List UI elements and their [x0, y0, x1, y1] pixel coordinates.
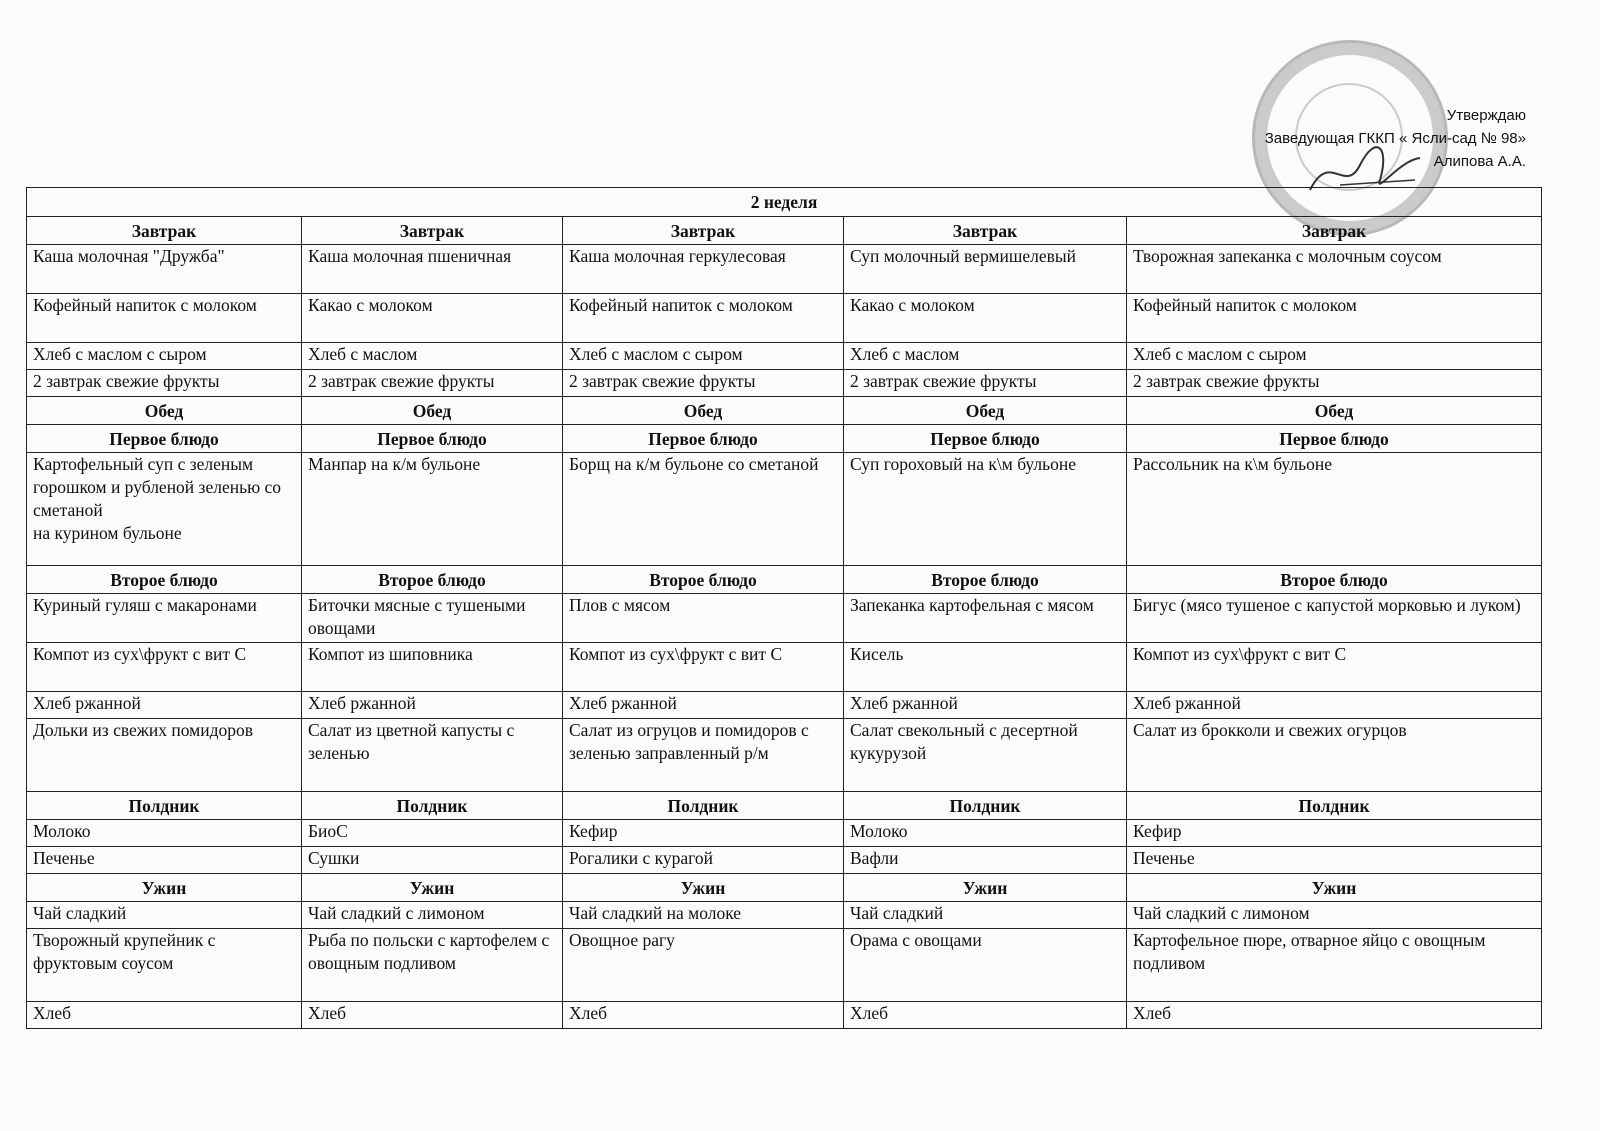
table-row	[27, 847, 1542, 874]
menu-cell: Салат из брокколи и свежих огурцов	[1127, 719, 1542, 792]
approval-title: Утверждаю	[1446, 107, 1526, 124]
week-heading: 2 неделя	[27, 188, 1542, 217]
menu-cell: Компот из сух\фрукт с вит С	[27, 643, 302, 692]
menu-cell: Хлеб	[563, 1002, 844, 1029]
menu-cell: Кисель	[844, 643, 1127, 692]
menu-cell: Рыба по польски с картофелем с овощным подливом	[302, 929, 563, 1002]
section-subheading: Первое блюдо	[844, 425, 1127, 453]
menu-cell: Молоко	[844, 820, 1127, 847]
menu-cell: Какао с молоком	[844, 294, 1127, 343]
section-subheading: Первое блюдо	[1127, 425, 1542, 453]
menu-cell: Орама с овощами	[844, 929, 1127, 1002]
menu-cell: Компот из сух\фрукт с вит С	[1127, 643, 1542, 692]
menu-cell: Чай сладкий	[844, 902, 1127, 929]
menu-cell: Компот из шиповника	[302, 643, 563, 692]
section-heading: Полдник	[844, 792, 1127, 820]
menu-cell: Молоко	[27, 820, 302, 847]
menu-cell: Кофейный напиток с молоком	[563, 294, 844, 343]
menu-cell: Каша молочная пшеничная	[302, 245, 563, 294]
table-row	[27, 453, 1542, 566]
menu-cell: Дольки из свежих помидоров	[27, 719, 302, 792]
menu-cell: Рассольник на к\м бульоне	[1127, 453, 1542, 566]
menu-cell: Биточки мясные с тушеными овощами	[302, 594, 563, 643]
section-heading: Обед	[844, 397, 1127, 425]
section-heading: Ужин	[1127, 874, 1542, 902]
menu-cell: Плов с мясом	[563, 594, 844, 643]
menu-cell: Картофельное пюре, отварное яйцо с овощным подливом	[1127, 929, 1542, 1002]
menu-cell: Хлеб с маслом	[844, 343, 1127, 370]
menu-cell: БиоС	[302, 820, 563, 847]
section-heading: Ужин	[302, 874, 563, 902]
menu-cell: Хлеб ржанной	[1127, 692, 1542, 719]
section-heading: Второе блюдо	[844, 566, 1127, 594]
approval-position: Заведующая ГККП « Ясли-сад № 98»	[1264, 130, 1526, 147]
menu-cell: 2 завтрак свежие фрукты	[844, 370, 1127, 397]
menu-cell: Кофейный напиток с молоком	[1127, 294, 1542, 343]
approval-block	[1265, 104, 1526, 173]
section-heading: Завтрак	[844, 217, 1127, 245]
menu-cell: Вафли	[844, 847, 1127, 874]
menu-cell: Чай сладкий	[27, 902, 302, 929]
menu-cell: Овощное рагу	[563, 929, 844, 1002]
menu-cell: Печенье	[1127, 847, 1542, 874]
menu-cell: Кефир	[563, 820, 844, 847]
menu-cell: Борщ на к/м бульоне со сметаной	[563, 453, 844, 566]
table-row	[27, 902, 1542, 929]
table-row	[27, 929, 1542, 1002]
menu-cell: 2 завтрак свежие фрукты	[1127, 370, 1542, 397]
table-row	[27, 719, 1542, 792]
section-heading: Обед	[27, 397, 302, 425]
menu-cell: Кефир	[1127, 820, 1542, 847]
menu-cell: Хлеб ржанной	[844, 692, 1127, 719]
menu-cell: Рогалики с курагой	[563, 847, 844, 874]
menu-cell: Куриный гуляш с макаронами	[27, 594, 302, 643]
table-row	[27, 1002, 1542, 1029]
menu-cell: Салат из огруцов и помидоров с зеленью заправленный р/м	[563, 719, 844, 792]
menu-cell: Печенье	[27, 847, 302, 874]
menu-cell: Суп гороховый на к\м бульоне	[844, 453, 1127, 566]
menu-cell: Хлеб с маслом	[302, 343, 563, 370]
menu-cell: Чай сладкий с лимоном	[302, 902, 563, 929]
menu-cell: Хлеб	[1127, 1002, 1542, 1029]
section-heading: Полдник	[27, 792, 302, 820]
section-heading: Завтрак	[563, 217, 844, 245]
section-heading: Второе блюдо	[563, 566, 844, 594]
section-heading: Полдник	[1127, 792, 1542, 820]
section-heading: Полдник	[302, 792, 563, 820]
menu-cell: Хлеб	[844, 1002, 1127, 1029]
menu-cell: Салат свекольный с десертной кукурузой	[844, 719, 1127, 792]
weekly-menu-table	[26, 187, 1542, 1029]
menu-cell: Хлеб с маслом с сыром	[563, 343, 844, 370]
section-heading: Обед	[302, 397, 563, 425]
menu-cell: Хлеб	[27, 1002, 302, 1029]
menu-cell: Хлеб ржанной	[302, 692, 563, 719]
section-heading: Ужин	[844, 874, 1127, 902]
menu-cell: Суп молочный вермишелевый	[844, 245, 1127, 294]
section-heading: Ужин	[27, 874, 302, 902]
menu-cell: Сушки	[302, 847, 563, 874]
section-heading: Завтрак	[302, 217, 563, 245]
menu-cell: Творожный крупейник с фруктовым соусом	[27, 929, 302, 1002]
table-row	[27, 294, 1542, 343]
table-row	[27, 692, 1542, 719]
section-subheading: Первое блюдо	[27, 425, 302, 453]
section-subheading: Первое блюдо	[563, 425, 844, 453]
table-row	[27, 594, 1542, 643]
table-row	[27, 245, 1542, 294]
section-heading: Обед	[1127, 397, 1542, 425]
section-heading: Второе блюдо	[27, 566, 302, 594]
menu-cell: Запеканка картофельная с мясом	[844, 594, 1127, 643]
table-row	[27, 343, 1542, 370]
section-heading: Ужин	[563, 874, 844, 902]
section-heading: Обед	[563, 397, 844, 425]
table-row	[27, 820, 1542, 847]
menu-cell: 2 завтрак свежие фрукты	[563, 370, 844, 397]
menu-cell: Какао с молоком	[302, 294, 563, 343]
menu-cell: Картофельный суп с зеленым горошком и рубленой зеленью со сметаной на курином бульоне	[27, 453, 302, 566]
menu-cell: Чай сладкий на молоке	[563, 902, 844, 929]
menu-cell: Кофейный напиток с молоком	[27, 294, 302, 343]
menu-cell: Хлеб с маслом с сыром	[1127, 343, 1542, 370]
menu-cell: Творожная запеканка с молочным соусом	[1127, 245, 1542, 294]
menu-cell: Хлеб	[302, 1002, 563, 1029]
menu-cell: 2 завтрак свежие фрукты	[302, 370, 563, 397]
table-row	[27, 643, 1542, 692]
section-heading: Полдник	[563, 792, 844, 820]
menu-cell: Салат из цветной капусты с зеленью	[302, 719, 563, 792]
menu-cell: Компот из сух\фрукт с вит С	[563, 643, 844, 692]
menu-cell: Хлеб ржанной	[563, 692, 844, 719]
menu-cell: Бигус (мясо тушеное с капустой морковью и луком)	[1127, 594, 1542, 643]
menu-cell: Чай сладкий с лимоном	[1127, 902, 1542, 929]
section-subheading: Первое блюдо	[302, 425, 563, 453]
menu-cell: Каша молочная геркулесовая	[563, 245, 844, 294]
table-row	[27, 370, 1542, 397]
menu-cell: 2 завтрак свежие фрукты	[27, 370, 302, 397]
menu-cell: Каша молочная "Дружба"	[27, 245, 302, 294]
section-heading: Завтрак	[27, 217, 302, 245]
section-heading: Завтрак	[1127, 217, 1542, 245]
menu-cell: Хлеб с маслом с сыром	[27, 343, 302, 370]
section-heading: Второе блюдо	[1127, 566, 1542, 594]
menu-cell: Манпар на к/м бульоне	[302, 453, 563, 566]
approval-name: Алипова А.А.	[1433, 153, 1526, 170]
section-heading: Второе блюдо	[302, 566, 563, 594]
menu-cell: Хлеб ржанной	[27, 692, 302, 719]
